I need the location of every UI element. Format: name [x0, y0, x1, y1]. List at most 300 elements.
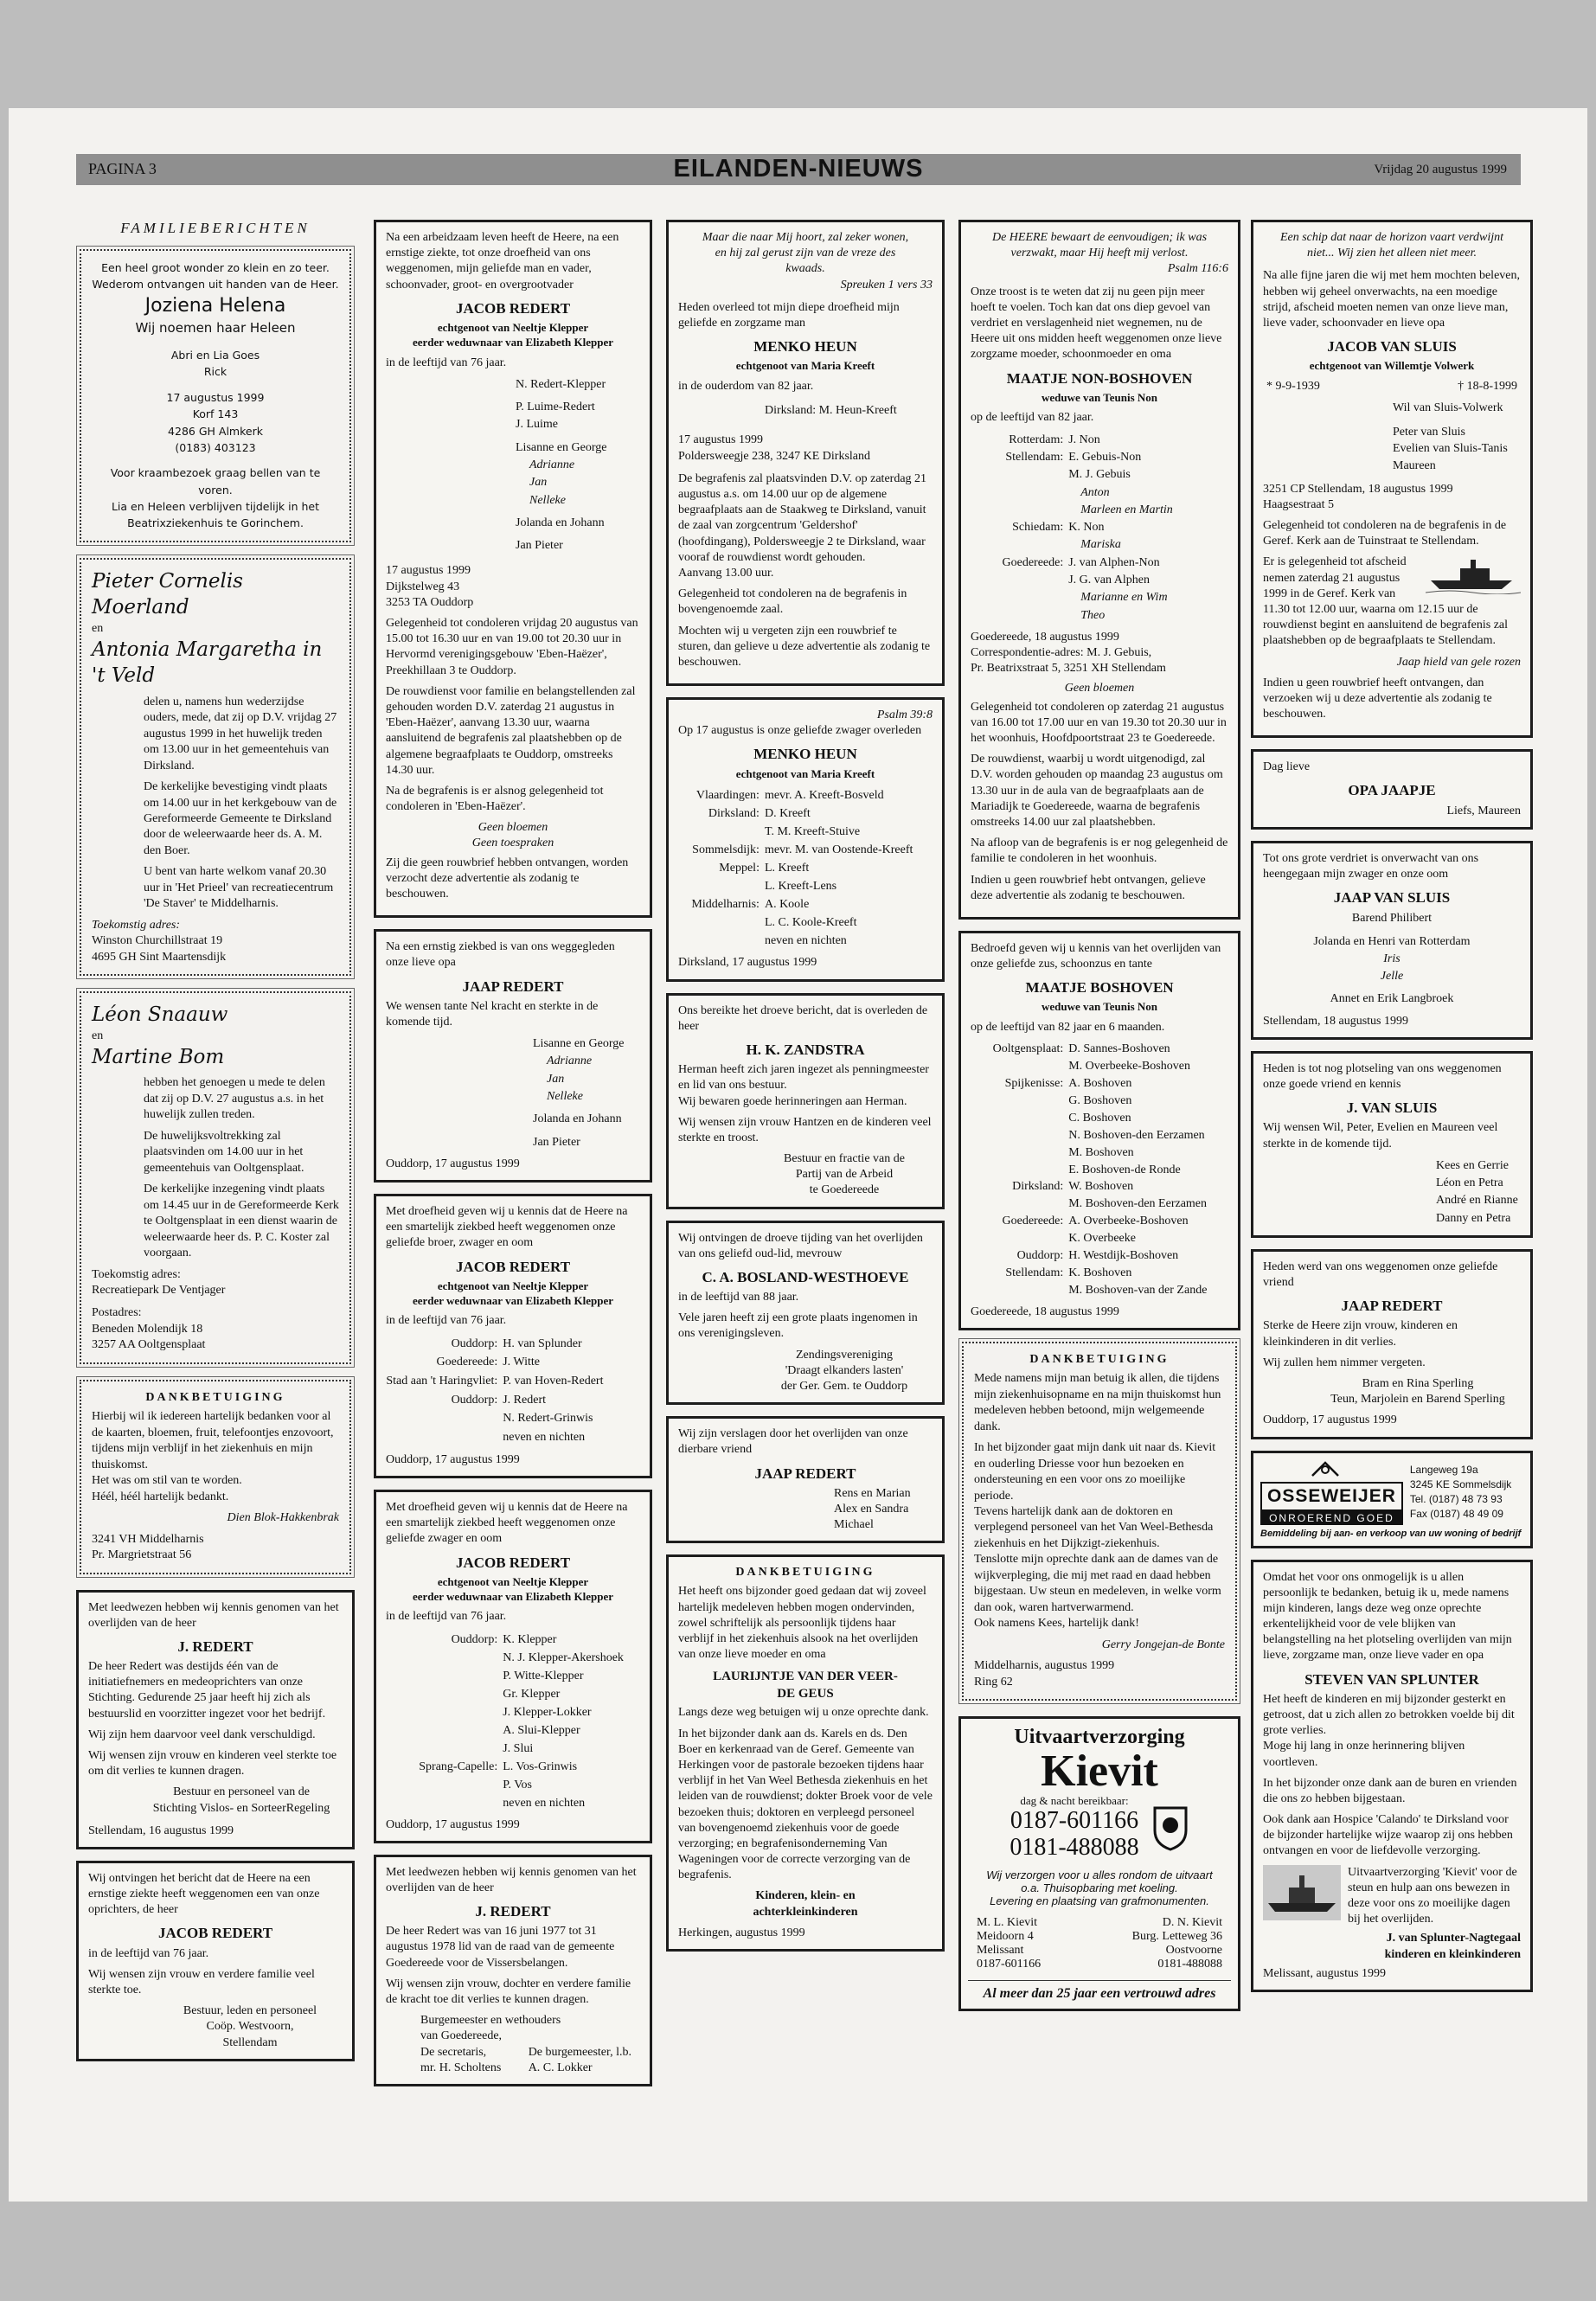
en-word: en	[92, 621, 104, 635]
deceased-name: H. K. ZANDSTRA	[746, 1042, 865, 1059]
ad-contact: 3245 KE Sommelsdijk	[1409, 1478, 1512, 1491]
place-date: Melissant, augustus 1999	[1263, 1966, 1386, 1980]
verse-reference: Psalm 39:8	[876, 708, 933, 722]
obituary-redert-coop	[76, 1861, 355, 2061]
obit-intro: Na een ernstig ziekbed is van ons weggegleden onze lieve opa	[386, 940, 615, 970]
family-row: Marleen en Martin	[1080, 503, 1173, 516]
visit-note: Voor kraambezoek graag bellen van te voren.	[110, 466, 321, 497]
obit-text: Gelegenheid tot condoleren vrijdag 20 augustus van 15.00 tot 16.30 uur en van 19.00 tot 20.30 uur in Hervormd verenigingsgebouw 'Eben-Haëzer', Preekhillaan 3 te Ouddorp.	[386, 617, 638, 677]
obituary-redert-gemeente	[374, 1855, 652, 2086]
signature: te Goedereede	[809, 1183, 880, 1197]
place-date: Stellendam, 16 augustus 1999	[88, 1823, 234, 1837]
obit-text: Gelegenheid tot condoleren na de begrafenis in bovengenoemde zaal.	[678, 587, 907, 617]
family-row: Dirksland: W. Boshoven	[1012, 1180, 1134, 1194]
signature: kinderen en kleinkinderen	[1384, 1947, 1521, 1961]
family-member: Jan	[547, 1072, 565, 1086]
family-row: neven en nichten	[503, 1431, 586, 1445]
family-member: N. Redert-Klepper	[516, 377, 606, 391]
obituary-redert-family	[374, 220, 652, 918]
obit-text: Aanvang 13.00 uur.	[678, 566, 774, 580]
sibling: Rick	[203, 365, 228, 379]
age: op de leeftijd van 82 jaar.	[971, 411, 1094, 425]
family-member: Jolanda en Johann	[533, 1112, 622, 1126]
obituary-opa-jaapje	[1251, 749, 1533, 829]
family-row: neven en nichten	[503, 1796, 586, 1810]
signature: Bestuur en fractie van de	[784, 1152, 905, 1166]
address-line: Dijkstelweg 43	[386, 580, 460, 593]
thanks-signature: Gerry Jongejan-de Bonte	[1101, 1638, 1225, 1651]
death-date: † 18-8-1999	[1458, 380, 1517, 394]
spouse-line: weduwe van Teunis Non	[1041, 1000, 1158, 1014]
page-header	[76, 154, 1521, 185]
family-row: Rotterdam: J. Non	[1009, 433, 1100, 446]
post-label: Postadres:	[92, 1306, 142, 1320]
address-line: Middelharnis, augustus 1999	[974, 1659, 1115, 1673]
family-member: Jan Pieter	[516, 539, 563, 553]
family-row: P. Vos	[503, 1778, 532, 1791]
family-member: Kees en Gerrie	[1436, 1158, 1509, 1172]
mayor-title: De burgemeester, l.b.	[528, 2045, 631, 2059]
ad-tagline: o.a. Thuisopbaring met koeling.	[1021, 1881, 1178, 1894]
ad-logo-sub: ONROEREND GOED	[1260, 1511, 1403, 1525]
thanks-text: Hierbij wil ik iedereen hartelijk bedanken voor al de kaarten, bloemen, fruit, telefoontjes enzovoort, tijdens mijn verblijf in het ziekenhuis en mijn thuiskomst.	[92, 1410, 334, 1471]
deceased-name: JACOB REDERT	[455, 1554, 571, 1571]
birth-intro: Een heel groot wonder zo klein en zo teer. Wederom ontvangen uit handen van de Heer.	[92, 261, 339, 292]
ship-icon	[1426, 554, 1521, 594]
deceased-name: OPA JAAPJE	[1348, 782, 1436, 799]
thanks-van-splunter	[1251, 1560, 1533, 1992]
family-row: Ouddorp: H. Westdijk-Boshoven	[1016, 1248, 1179, 1262]
spouse-line: echtgenoot van Maria Kreeft	[735, 766, 875, 780]
family-row: Meppel: L. Kreeft	[719, 862, 810, 875]
obit-intro: Heden overleed tot mijn diepe droefheid mijn geliefde en zorgzame man	[678, 300, 900, 330]
groom-name: Léon Snaauw	[92, 1003, 228, 1027]
place-date: Herkingen, augustus 1999	[678, 1926, 805, 1939]
obit-text: Vele jaren heeft zij een grote plaats ingenomen in ons verenigingsleven.	[678, 1311, 918, 1341]
family-row: J. Klepper-Lokker	[503, 1705, 592, 1719]
obituary-jaap-van-sluis	[1251, 841, 1533, 1040]
family-member: Adrianne	[529, 458, 575, 471]
address-line: Winston Churchillstraat 19	[92, 934, 223, 948]
family-row: Middelharnis: A. Koole	[691, 898, 810, 912]
address-line: 4695 GH Sint Maartensdijk	[92, 950, 227, 964]
deceased-name: J. VAN SLUIS	[1346, 1099, 1438, 1117]
spouse-line: eerder weduwnaar van Elizabeth Klepper	[412, 335, 614, 349]
verse-reference: Psalm 116:6	[1167, 262, 1228, 276]
place-date: Stellendam, 18 augustus 1999	[1263, 1014, 1408, 1028]
family-member: Nelleke	[529, 493, 566, 507]
correspondence-address: Correspondentie-adres: M. J. Gebuis,	[971, 646, 1152, 660]
family-row: J. Slui	[503, 1741, 534, 1755]
birth-city: 4286 GH Almkerk	[168, 424, 263, 438]
obit-intro: Wij ontvingen het bericht dat de Heere na een ernstige ziekte heeft weggenomen een van onze oprichters, de heer	[88, 1871, 320, 1917]
thanks-jongejan	[962, 1342, 1237, 1701]
obit-text: Er is gelegenheid tot afscheid nemen zaterdag 21 augustus 1999 in de Geref. Kerk van 11.30 tot 12.00 uur, waarna om 12.15 uur de rouwdienst begint en aansluitend de begrafenis zal plaatshebben op de begraafplaats te Stellendam.	[1263, 555, 1509, 648]
thanks-text: Héél, héél hartelijk bedankt.	[92, 1490, 229, 1503]
ad-availability: dag & nacht bereikbaar:	[1020, 1794, 1129, 1808]
obit-text: Na de begrafenis is er alsnog gelegenheid tot condoleren in 'Eben-Haëzer'.	[386, 784, 604, 814]
column-5	[1251, 220, 1533, 2003]
deceased-name: J. REDERT	[475, 1903, 551, 1920]
ad-contact: M. L. Kievit	[977, 1915, 1037, 1929]
family-row: Sommelsdijk: mevr. M. van Oostende-Kreeft	[692, 843, 913, 857]
family-member	[1393, 417, 1521, 424]
thanks-text: In het bijzonder dank aan ds. Karels en ds. Den Boer en kerkenraad van de Geref. Gemeente van Herkingen voor de pastorale bezoeken tijdens haar verblijf in het Van Weel Bethesda ziekenhuis en het leiden van de rouwdienst; dokter Broek voor de vele bezoeken thuis; doktoren en verpleegd personeel van bovengenoemd ziekenhuis voor de goede verzorging; en begrafenisonderneming Van Wageningen voor de correcte verzorging van de begrafenis.	[678, 1727, 933, 1882]
family-member: Danny en Petra	[1436, 1211, 1511, 1225]
family-row: M. Boshoven	[1068, 1145, 1134, 1159]
page-number: PAGINA 3	[88, 160, 157, 177]
obit-intro: Met leedwezen hebben wij kennis genomen van het overlijden van de heer	[88, 1600, 339, 1630]
date-line: 17 augustus 1999	[678, 433, 763, 447]
obit-intro: Na een arbeidzaam leven heeft de Heere, na een ernstige ziekte, tot onze droefheid van ons weggenomen, mijn geliefde man en vader, schoonvader, groot- en overgrootvader	[386, 231, 619, 292]
family-member: Lisanne en George	[516, 440, 607, 454]
age: in de leeftijd van 88 jaar.	[678, 1291, 799, 1304]
obituary-redert-zwager	[374, 1490, 652, 1843]
family-row: N. Redert-Grinwis	[503, 1412, 593, 1426]
nickname: Wij noemen haar Heleen	[135, 319, 296, 336]
signature: van Goedereede,	[420, 2029, 503, 2043]
family-row: Sprang-Capelle: L. Vos-Grinwis	[419, 1759, 578, 1773]
obituary-opa-jaap	[374, 929, 652, 1183]
thanks-title: DANKBETUIGING	[1029, 1352, 1170, 1366]
deceased-name: MAATJE BOSHOVEN	[1025, 979, 1174, 997]
family-row: Anton	[1080, 485, 1110, 499]
obit-text: Wij wensen Wil, Peter, Evelien en Maureen veel sterkte in de komende tijd.	[1263, 1121, 1498, 1150]
deceased-name: JACOB REDERT	[455, 1258, 571, 1275]
ad-phone: 0181-488088	[1010, 1833, 1139, 1861]
obit-text: Mochten wij u vergeten zijn een rouwbrief te sturen, dan gelieve u deze advertentie als zodanig te beschouwen.	[678, 624, 931, 669]
obituary-heun	[666, 220, 945, 686]
family-member: Jan	[529, 476, 548, 490]
obituary-bosland	[666, 1221, 945, 1406]
spouse-line: echtgenoot van Willemtje Volwerk	[1309, 359, 1475, 373]
deceased-name: LAURIJNTJE VAN DER VEER-DE GEUS	[713, 1670, 898, 1701]
obit-intro: Heden is tot nog plotseling van ons weggenomen onze goede vriend en kennis	[1263, 1061, 1502, 1092]
obit-intro: Op 17 augustus is onze geliefde zwager overleden	[678, 724, 922, 738]
family-row: C. Boshoven	[1068, 1111, 1131, 1125]
signature: Stellendam	[222, 2035, 278, 2049]
deceased-name: JAAP REDERT	[754, 1465, 856, 1482]
ad-contact: Tel. (0187) 48 73 93	[1409, 1493, 1503, 1506]
obit-text: Wij zijn hem daarvoor veel dank verschuldigd.	[88, 1727, 316, 1741]
signature: 'Draagt elkanders lasten'	[785, 1363, 904, 1377]
deceased-name: C. A. BOSLAND-WESTHOEVE	[702, 1269, 909, 1285]
obituary-redert-stichting	[76, 1590, 355, 1849]
baby-name: Joziena Helena	[144, 294, 286, 317]
obit-intro: Bedroefd geven wij u kennis van het overlijden van onze geliefde zus, schoonzus en tante	[971, 941, 1221, 971]
wedding-text: delen u, namens hun wederzijdse ouders, mede, dat zij op D.V. vrijdag 27 augustus 1999 in het huwelijk treden om 13.00 uur in het gemeentehuis van Dirksland.	[144, 695, 337, 772]
spouse-line: weduwe van Teunis Non	[1041, 390, 1158, 404]
en-word: en	[92, 1029, 104, 1042]
family-row: Stellendam: K. Boshoven	[1005, 1266, 1132, 1279]
family-member: Michael	[834, 1518, 874, 1532]
obit-intro: Wij zijn verslagen door het overlijden van onze dierbare vriend	[678, 1427, 908, 1457]
family-row: M. J. Gebuis	[1068, 468, 1131, 482]
ad-slogan: Al meer dan 25 jaar een vertrouwd adres	[968, 1980, 1231, 2002]
column-2	[374, 220, 652, 2098]
obit-text: De heer Redert was destijds één van de initiatiefnemers en medeoprichters van onze Stichting. Gedurende 25 jaar heeft hij zich als bestuurslid en voorzitter ingezet voor het bedrijf.	[88, 1660, 326, 1721]
obituary-jaap-vriend	[666, 1416, 945, 1543]
obit-intro: Dag lieve	[1263, 760, 1311, 774]
birth-street: Korf 143	[192, 407, 239, 421]
address-line: Haagsestraat 5	[1263, 497, 1335, 511]
thanks-text: Omdat het voor ons onmogelijk is u allen persoonlijk te bedanken, betuig ik u, mede namens mijn kinderen, langs deze weg onze oprechte erkentelijkheid voor de vele blijken van belangstelling na het plotseling overlijden van mijn lieve, zorgzame man, onze lieve vader en opa	[1263, 1570, 1512, 1663]
secretary-title: De secretaris,	[420, 2045, 487, 2059]
family-row: A. Slui-Klepper	[503, 1723, 580, 1737]
family-member: P. Luime-Redert	[516, 401, 595, 414]
thanks-text: Langs deze weg betuigen wij u onze oprechte dank.	[678, 1706, 929, 1720]
obit-text: De rouwdienst, waarbij u wordt uitgenodigd, zal D.V. worden gehouden op maandag 23 augustus om 13.30 uur in de aula van de begraafplaats aan de Mariadijk te Goedereede, waarna de begrafenis omstreeks 14.00 uur zal plaatshebben.	[971, 753, 1223, 829]
age: op de leeftijd van 82 jaar en 6 maanden.	[971, 1021, 1165, 1035]
family-row: Goedereede: A. Overbeeke-Boshoven	[1002, 1215, 1189, 1228]
thanks-text: Tevens hartelijk dank aan de doktoren en verplegend personeel van het Van Weel-Bethesda ziekenhuis en het Dijkzigt-ziekenhuis.	[974, 1505, 1214, 1550]
family-row: Spijkenisse: A. Boshoven	[1004, 1077, 1132, 1091]
family-row: Mariska	[1080, 538, 1121, 552]
obit-intro: Onze troost is te weten dat zij nu geen pijn meer hoeft te voelen. Toch kan dat ons diep gevoel van verdriet en verslagenheid niet wegnemen, nu de Heere uit ons midden heeft weggenomen onze lieve zorgzame moeder, schoonmoeder en oma	[971, 285, 1222, 362]
osseweijer-advertisement	[1251, 1451, 1533, 1548]
age: in de leeftijd van 76 jaar.	[386, 356, 507, 369]
place-date: Ouddorp, 17 augustus 1999	[1263, 1413, 1397, 1427]
family-row: M. Boshoven-van der Zande	[1068, 1283, 1208, 1297]
family-row: M. Boshoven-den Eerzamen	[1068, 1197, 1208, 1211]
ship-photo-icon	[1263, 1865, 1341, 1920]
family-member: Evelien van Sluis-Tanis	[1393, 442, 1508, 456]
place-date: Ouddorp, 17 augustus 1999	[386, 1452, 520, 1466]
ad-tagline: Levering en plaatsing van grafmonumenten.	[990, 1894, 1209, 1907]
family-member: Teun, Marjolein en Barend Sperling	[1330, 1393, 1505, 1407]
obit-text: Gelegenheid tot condoleren op zaterdag 21 augustus van 16.00 tot 17.00 uur en van 19.30 tot 20.30 uur in het woonhuis, Hoofdpoortstraat 23 te Goedereede.	[971, 700, 1227, 746]
obit-text: De begrafenis zal plaatsvinden D.V. op zaterdag 21 augustus a.s. om 14.00 uur op de algemene begraafplaats aan de Staakweg te Dirksland, vanuit de zaal van zorgcentrum 'Geldershof' (hoofdingang), Poldersweegje 2 te Dirksland, waar vooraf de rouwdienst wordt gehouden.	[678, 471, 927, 564]
bride-name: Antonia Margaretha in 't Veld	[92, 638, 323, 688]
family-row: Ouddorp: K. Klepper	[451, 1632, 557, 1646]
family-row: Stellendam: E. Gebuis-Non	[1005, 450, 1142, 464]
family-row: Gr. Klepper	[503, 1687, 561, 1701]
deceased-name: JACOB REDERT	[157, 1925, 273, 1942]
obituary-redert-broer	[374, 1194, 652, 1478]
obit-text: Na afloop van de begrafenis is er nog gelegenheid de familie te condoleren in het woonhuis.	[971, 836, 1228, 866]
family-member: Annet en Erik Langbroek	[1330, 992, 1454, 1006]
spouse-line: echtgenoot van Neeltje Klepper	[437, 320, 589, 334]
deceased-name: MENKO HEUN	[753, 746, 857, 763]
signature: Dirksland: M. Heun-Kreeft	[765, 404, 897, 418]
family-member: Jolanda en Henri van Rotterdam	[1313, 934, 1471, 948]
family-row: N. Boshoven-den Eerzamen	[1068, 1128, 1205, 1142]
correspondence-address: Pr. Beatrixstraat 5, 3251 XH Stellendam	[971, 662, 1166, 676]
verse: Een schip dat naar de horizon vaart verdwijnt niet... Wij zien het alleen niet meer.	[1279, 231, 1504, 260]
spouse-line: eerder weduwnaar van Elizabeth Klepper	[412, 1293, 614, 1307]
signature: der Ger. Gem. te Ouddorp	[780, 1380, 908, 1394]
thanks-signature: Dien Blok-Hakkenbrak	[227, 1511, 339, 1525]
family-row: Ouddorp: H. van Splunder	[451, 1336, 582, 1350]
address-label: Toekomstig adres:	[92, 1267, 181, 1281]
obit-text: Wij bewaren goede herinneringen aan Herman.	[678, 1094, 907, 1108]
ad-logo: OSSEWEIJER	[1260, 1482, 1403, 1511]
family-row: Ouddorp: J. Redert	[451, 1393, 546, 1407]
parents: Abri en Lia Goes	[170, 349, 260, 362]
thanks-notice	[80, 1380, 351, 1574]
wedding-text: De kerkelijke inzegening vindt plaats om 14.45 uur in de Gereformeerde Kerk te Ooltgensplaat in een dienst waarin de weleerwaarde heer ds. P. C. Koster zal voorgaan.	[144, 1183, 339, 1260]
birth-announcement	[80, 249, 351, 542]
column-1	[76, 220, 355, 2073]
obit-text: Wij zullen hem nimmer vergeten.	[1263, 1356, 1426, 1369]
obituary-j-van-sluis	[1251, 1051, 1533, 1238]
family-member: Jelle	[1380, 970, 1404, 984]
address-line: Ring 62	[974, 1675, 1013, 1689]
obit-text: De heer Redert was van 16 juni 1977 tot 31 augustus 1978 lid van de raad van de gemeente Goedereede voor de Vissersbelangen.	[386, 1925, 615, 1970]
obit-intro: Ons bereikte het droeve bericht, dat is overleden de heer	[678, 1003, 928, 1033]
birth-phone: (0183) 403123	[175, 440, 256, 454]
thanks-text: Het was om stil van te worden.	[92, 1474, 242, 1488]
place-date: Ouddorp, 17 augustus 1999	[386, 1157, 520, 1170]
groom-name: Pieter Cornelis Moerland	[92, 569, 243, 619]
family-member: Bram en Rina Sperling	[1362, 1376, 1474, 1390]
family-row: neven en nichten	[764, 934, 847, 948]
address-label: Toekomstig adres:	[92, 918, 181, 932]
verse-reference: Spreuken 1 vers 33	[840, 278, 933, 292]
address-line: Beneden Molendijk 18	[92, 1322, 203, 1336]
family-member: Wil van Sluis-Volwerk	[1393, 401, 1503, 415]
obit-intro: Na alle fijne jaren die wij met hem mochten beleven, hebben wij geheel onverwachts, na een moedige strijd, afscheid moeten nemen van onze lieve man, lieve vader, schoonvader en lieve opa	[1263, 269, 1520, 330]
flowers-note: Geen toespraken	[471, 836, 554, 850]
family-member: Maureen	[1393, 459, 1436, 473]
family-member: Iris	[1383, 952, 1401, 965]
ad-contact: D. N. Kievit	[1162, 1915, 1222, 1929]
family-row: Vlaardingen: mevr. A. Kreeft-Bosveld	[695, 789, 884, 803]
thanks-text: Tenslotte mijn oprechte dank aan de dames van de wijkverpleging, die mij met raad en daad hebben bijgestaan. Uw steun en medeleven, in welke vorm dan ook, waren hartverwarmend.	[974, 1553, 1221, 1614]
place-date: Dirksland, 17 augustus 1999	[678, 956, 817, 970]
signature: Bestuur, leden en personeel	[183, 2004, 317, 2018]
ad-contact: Fax (0187) 48 49 09	[1409, 1507, 1503, 1520]
signature: Liefs, Maureen	[1446, 804, 1521, 817]
thanks-van-der-veer	[666, 1554, 945, 1952]
family-member: Léon en Petra	[1436, 1176, 1503, 1190]
family-member: Barend Philibert	[1351, 912, 1433, 926]
thanks-title: DANKBETUIGING	[145, 1390, 285, 1404]
thanks-text: Het heeft de kinderen en mij bijzonder gesterkt en getroost, dat u zich allen zo betrokken voelde bij dit grote verlies.	[1263, 1692, 1515, 1738]
deceased-name: JAAP REDERT	[462, 977, 564, 995]
deceased-name: MAATJE NON-BOSHOVEN	[1006, 369, 1193, 387]
deceased-name: MENKO HEUN	[753, 338, 857, 356]
wedding-announcement-2	[80, 991, 351, 1364]
ad-contact: Oostvoorne	[1165, 1943, 1222, 1957]
section-title: FAMILIEBERICHTEN	[120, 220, 311, 236]
thanks-text: Mede namens mijn man betuig ik allen, die tijdens mijn ziekenhuisopname en na mijn thuiskomst hun medeleven hebben betoond, mijn welgemeende dank.	[974, 1372, 1221, 1433]
family-member: Peter van Sluis	[1393, 425, 1465, 439]
family-member: Jolanda en Johann	[516, 516, 605, 529]
family-row: E. Boshoven-de Ronde	[1068, 1163, 1181, 1176]
ad-tagline: Wij verzorgen voor u alles rondom de uitvaart	[986, 1868, 1213, 1881]
ad-contact: 0187-601166	[977, 1957, 1042, 1971]
signature: Partij van de Arbeid	[795, 1168, 894, 1182]
rose-note: Jaap hield van gele rozen	[1396, 655, 1521, 669]
ad-brand: Kievit	[1041, 1747, 1158, 1797]
obit-text: Zij die geen rouwbrief hebben ontvangen, worden verzocht deze advertentie als zodanig te beschouwen.	[386, 856, 629, 901]
thanks-text: In het bijzonder onze dank aan de buren en vrienden die ons zo hebben bijgestaan.	[1263, 1776, 1517, 1805]
thanks-text: In het bijzonder gaat mijn dank uit naar ds. Kievit en ouderling Driesse voor hun bezoeken en ondersteuning en een voor ons zo moeilijke periode.	[974, 1441, 1216, 1503]
thanks-text: Het heeft ons bijzonder goed gedaan dat wij zoveel hartelijk medeleven hebben mogen ondervinden, zowel schriftelijk als persoonlijk tijdens haar verblijf in het ziekenhuis alsook na het overlijden van onze lieve moeder en oma	[678, 1585, 926, 1662]
spouse-line: eerder weduwnaar van Elizabeth Klepper	[412, 1589, 614, 1603]
deceased-name: JACOB REDERT	[455, 299, 571, 317]
obit-text: Gelegenheid tot condoleren na de begrafenis in de Geref. Kerk aan de Tuinstraat te Stellendam.	[1263, 519, 1507, 548]
obit-intro: Met droefheid geven wij u kennis dat de Heere na een smartelijk ziekbed heeft weggenomen onze geliefde broer, zwager en oom	[386, 1205, 628, 1250]
date-line: Goedereede, 18 augustus 1999	[971, 630, 1119, 644]
flowers-note: Geen bloemen	[478, 821, 548, 835]
family-member: Rens en Marian	[834, 1486, 911, 1500]
issue-date: Vrijdag 20 augustus 1999	[1374, 163, 1507, 176]
obituary-zandstra	[666, 993, 945, 1209]
secretary-name: mr. H. Scholtens	[420, 2061, 502, 2074]
obit-text: Wij wensen zijn vrouw en verdere familie veel sterkte toe.	[88, 1967, 315, 1997]
obituary-jaap-redert-vriend	[1251, 1249, 1533, 1439]
family-row: M. Overbeeke-Boshoven	[1068, 1060, 1190, 1074]
family-member: Jan Pieter	[533, 1135, 580, 1149]
wedding-text: hebben het genoegen u mede te delen dat zij op D.V. 27 augustus a.s. in het huwelijk zullen treden.	[144, 1076, 325, 1122]
spouse-line: echtgenoot van Neeltje Klepper	[437, 1279, 589, 1292]
family-member: Lisanne en George	[533, 1037, 625, 1051]
birth-date: 17 augustus 1999	[166, 390, 265, 404]
spouse-line: echtgenoot van Maria Kreeft	[735, 359, 875, 373]
obit-text: Wij wensen zijn vrouw, dochter en verdere familie de kracht toe dit verlies te kunnen dragen.	[386, 1977, 631, 2007]
obit-intro: Heden werd van ons weggenomen onze geliefde vriend	[1263, 1259, 1498, 1290]
family-row: Stad aan 't Haringvliet: P. van Hoven-Redert	[386, 1375, 604, 1388]
flowers-note: Geen bloemen	[1064, 681, 1135, 695]
obit-text: Indien u geen rouwbrief hebt ontvangen, gelieve deze advertentie als zodanig te beschouwen.	[971, 873, 1206, 902]
thanks-text: Ook namens Kees, hartelijk dank!	[974, 1617, 1139, 1631]
thanks-text: Uitvaartverzorging 'Kievit' voor de steun en hulp aan ons bewezen in deze voor ons zo moeilijke dagen bij het overlijden.	[1348, 1865, 1517, 1926]
hospital-note: Lia en Heleen verblijven tijdelijk in het Beatrixziekenhuis te Gorinchem.	[111, 500, 320, 530]
ad-contact: 0181-488088	[1157, 1957, 1222, 1971]
ad-contact: Melissant	[977, 1943, 1024, 1957]
deceased-name: STEVEN VAN SPLUNTER	[1304, 1670, 1479, 1688]
bible-verse: Maar die naar Mij hoort, zal zeker wonen, en hij zal gerust zijn van de vreze des kwaads.	[702, 231, 909, 276]
ad-contact: Burg. Letteweg 36	[1131, 1929, 1222, 1943]
signature: Bestuur en personeel van de	[173, 1785, 310, 1799]
wedding-text: De kerkelijke bevestiging vindt plaats om 14.00 uur in het kerkgebouw van de Gereformeerde Gemeente te Dirksland door de weleerwaarde heer ds. A. M. den Boer.	[144, 780, 337, 857]
obit-text: Herman heeft zich jaren ingezet als penningmeester en lid van ons bestuur.	[678, 1063, 929, 1093]
age: in de ouderdom van 82 jaar.	[678, 380, 814, 394]
place-date: Goedereede, 18 augustus 1999	[971, 1304, 1119, 1318]
family-row: Theo	[1080, 608, 1106, 622]
deceased-name: JAAP VAN SLUIS	[1333, 889, 1451, 907]
obit-text: De rouwdienst voor familie en belangstellenden zal gehouden worden D.V. zaterdag 21 augustus in 'Eben-Haëzer', aanvang 13.30 uur, waarna aansluitend de begrafenis zal plaatshebben op de algemene begraafplaats te Ouddorp, omstreeks 14.30 uur.	[386, 684, 636, 777]
address-line: Recreatiepark De Ventjager	[92, 1284, 226, 1297]
column-3	[666, 220, 945, 1963]
age: in de leeftijd van 76 jaar.	[88, 1946, 209, 1960]
address-line: 3241 VH Middelharnis	[92, 1532, 204, 1546]
address-line: Pr. Margrietstraat 56	[92, 1548, 192, 1562]
address-line: 3257 AA Ooltgensplaat	[92, 1338, 206, 1352]
ad-phone: 0187-601166	[1010, 1807, 1139, 1835]
kievit-advertisement	[958, 1716, 1240, 2011]
deceased-name: JAAP REDERT	[1341, 1298, 1443, 1315]
family-row: Goedereede: J. van Alphen-Non	[1002, 555, 1160, 569]
signature: Kinderen, klein- en	[755, 1889, 856, 1903]
deceased-name: JACOB VAN SLUIS	[1327, 338, 1457, 356]
ad-contact: Langeweg 19a	[1409, 1464, 1478, 1477]
crest-icon	[1151, 1804, 1189, 1851]
birth-date: * 9-9-1939	[1266, 380, 1320, 394]
signature: Coöp. Westvoorn,	[206, 2020, 294, 2034]
mayor-name: A. C. Lokker	[528, 2061, 593, 2074]
family-row: K. Overbeeke	[1068, 1232, 1136, 1246]
wedding-announcement-1	[80, 558, 351, 976]
obituary-boshoven	[958, 931, 1240, 1330]
thanks-text: Moge hij lang in onze herinnering blijven voortleven.	[1263, 1740, 1465, 1769]
obit-text: Indien u geen rouwbrief heeft ontvangen, dan verzoeken wij u deze advertentie als zodanig te beschouwen.	[1263, 676, 1492, 721]
family-member: André en Rianne	[1436, 1194, 1518, 1208]
obituary-van-sluis	[1251, 220, 1533, 738]
age: in de leeftijd van 76 jaar.	[386, 1314, 507, 1328]
